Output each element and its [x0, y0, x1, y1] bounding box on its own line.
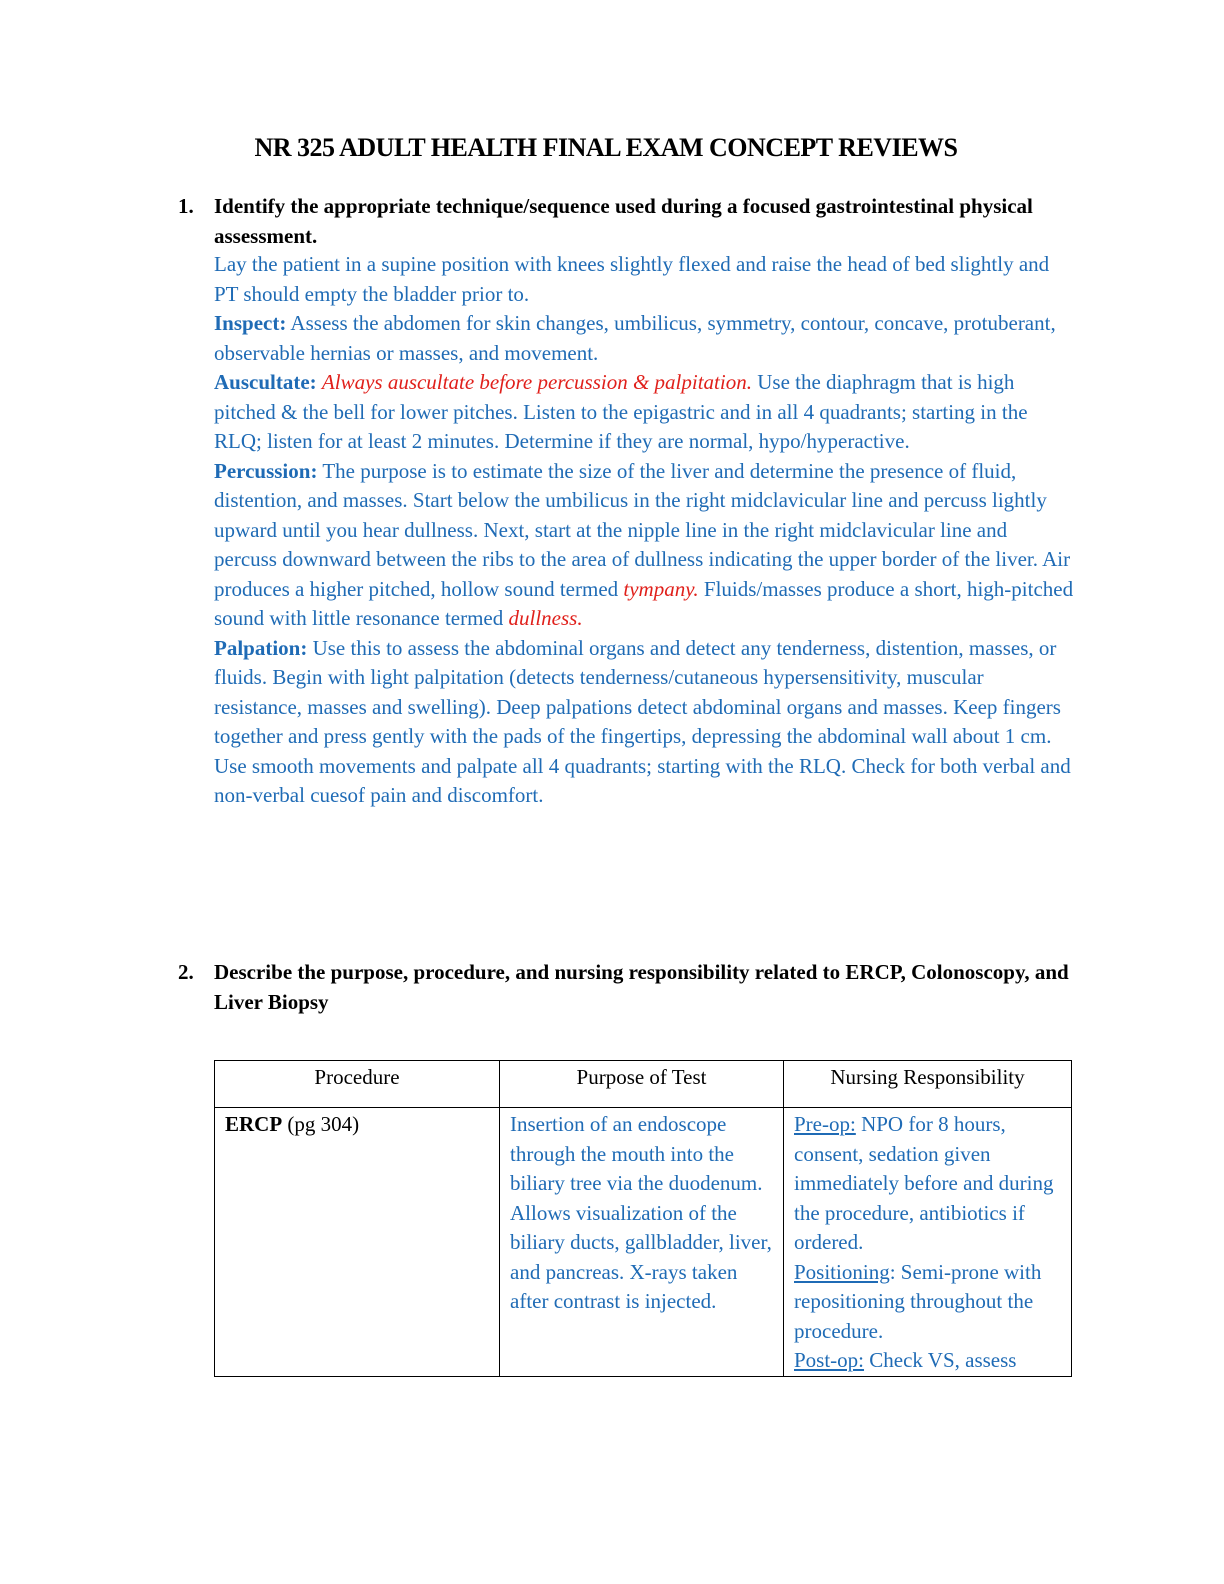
inspect-label: Inspect: [214, 311, 287, 335]
answer-1-intro: Lay the patient in a supine position with knees slightly flexed and raise the head of bed slightly and PT should empty the bladder prior to. [214, 252, 1050, 306]
table-header-row [215, 1061, 1072, 1108]
answer-1 [214, 250, 1074, 811]
positioning-label: Positioning [794, 1259, 890, 1284]
question-2-text: Describe the purpose, procedure, and nursing responsibility related to ERCP, Colonoscopy, and Liver Biopsy [214, 960, 1069, 1014]
question-1-number: 1. [178, 194, 194, 218]
auscultate-warning: Always auscultate before percussion & palpitation. [321, 370, 752, 394]
preop-text: NPO for 8 hours, consent, sedation given immediately before and during the procedure, antibiotics if ordered. [794, 1112, 1054, 1254]
percussion-paragraph [214, 457, 1074, 634]
preop-label: Pre-op: [794, 1112, 856, 1136]
procedure-name: ERCP [225, 1112, 283, 1136]
postop-text: Check VS, assess [864, 1348, 1017, 1372]
cell-purpose: Insertion of an endoscope through the mouth into the biliary tree via the duodenum. Allows visualization of the biliary ducts, gallbladder, liver, and pancreas. X-rays taken after contrast is injected. [500, 1108, 784, 1377]
question-2-number: 2. [178, 960, 194, 984]
question-1-text: Identify the appropriate technique/sequence used during a focused gastrointestinal physical assessment. [214, 194, 1033, 248]
percussion-text-2: Fluids/masses produce a short, high-pitched sound with little resonance termed [214, 576, 1074, 630]
cell-nursing [784, 1108, 1072, 1377]
table-row [215, 1108, 1072, 1377]
header-procedure: Procedure [215, 1061, 500, 1108]
percussion-text: The purpose is to estimate the size of the liver and determine the presence of fluid, distention, and masses. Start below the umbilicus in the right midclavicular line and percuss lightly upward until you hear dullness. Next, start at the nipple line in the right midclavicular line and percuss downward between the ribs to the area of dullness indicating the upper border of the liver. Air produces a higher pitched, hollow sound termed [214, 458, 1071, 601]
palpation-paragraph [214, 634, 1074, 811]
inspect-paragraph [214, 309, 1074, 368]
dullness-term: dullness. [508, 606, 583, 630]
question-1 [178, 191, 1078, 251]
question-2 [178, 957, 1078, 1017]
tympany-term: tympany. [623, 576, 699, 601]
procedures-table [214, 1060, 1072, 1377]
percussion-label: Percussion: [214, 458, 318, 483]
auscultate-paragraph [214, 368, 1074, 457]
auscultate-text: Use the diaphragm that is high pitched & the bell for lower pitches. Listen to the epigastric and in all 4 quadrants; starting in the RLQ; listen for at least 2 minutes. Determine if they are normal, hypo/hyperactive. [214, 370, 1028, 453]
procedure-page: (pg 304) [282, 1112, 360, 1136]
header-nursing: Nursing Responsibility [784, 1061, 1072, 1108]
postop-label: Post-op: [794, 1348, 865, 1372]
auscultate-label: Auscultate: [214, 370, 317, 394]
positioning-text: : Semi-prone with repositioning throughout the procedure. [794, 1259, 1042, 1343]
header-purpose: Purpose of Test [500, 1061, 784, 1108]
inspect-text: Assess the abdomen for skin changes, umbilicus, symmetry, contour, concave, protuberant, observable hernias or masses, and movement. [214, 311, 1056, 365]
palpation-text: Use this to assess the abdominal organs and detect any tenderness, distention, masses, or fluids. Begin with light palpitation (detects tenderness/cutaneous hypersensitivity, muscular resistance, masses and swelling). Deep palpations detect abdominal organs and masses. Keep fingers together and press gently with the pads of the fingertips, depressing the abdominal wall about 1 cm. Use smooth movements and palpate all 4 quadrants; starting with the RLQ. Check for both verbal and non-verbal cuesof pain and discomfort. [214, 635, 1071, 807]
cell-procedure [215, 1108, 500, 1377]
page-title: NR 325 ADULT HEALTH FINAL EXAM CONCEPT REVIEWS [254, 133, 958, 162]
palpation-label: Palpation: [214, 635, 308, 660]
